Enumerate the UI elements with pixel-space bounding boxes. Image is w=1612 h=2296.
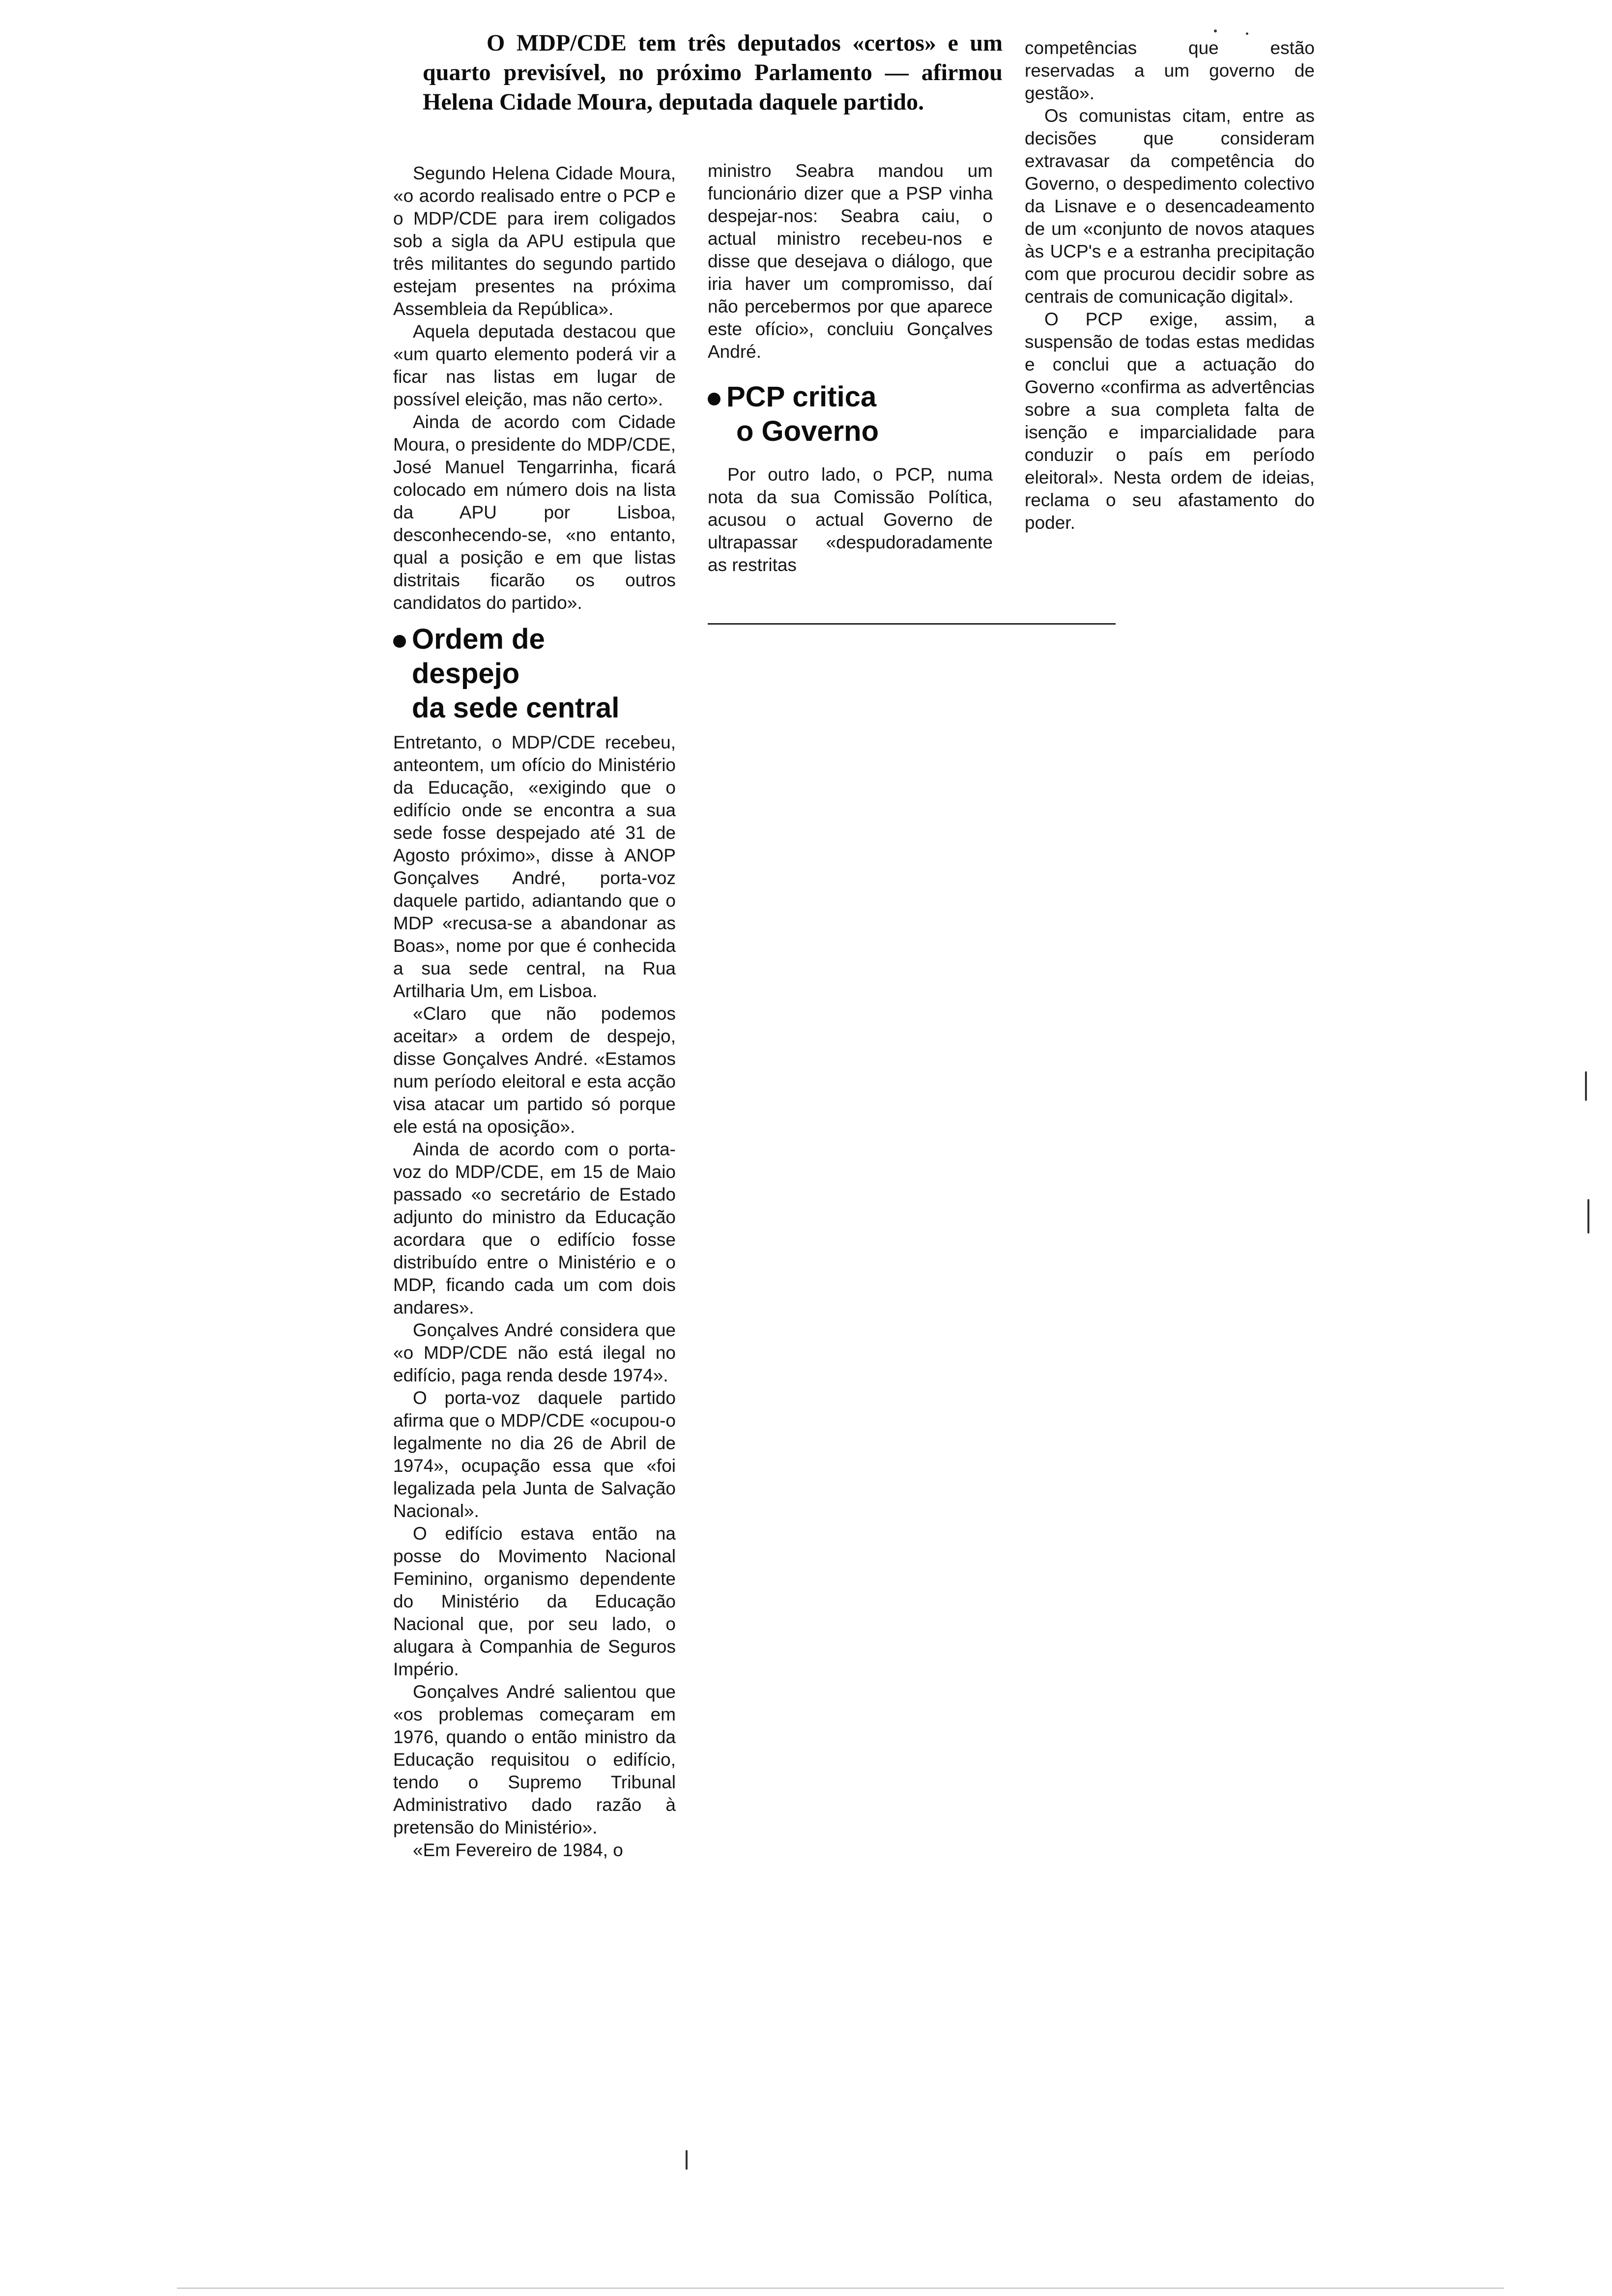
scan-bottom-edge — [177, 2288, 1504, 2289]
article-paragraph: O edifício estava então na posse do Movimento Nacional Feminino, organismo dependente do Ministério da Educação Nacional que, por seu lado, o alugara à Companhia de Seguros Império. — [393, 1523, 676, 1679]
scan-speck — [1246, 32, 1248, 35]
article-paragraph: O porta-voz daquele partido afirma que o MDP/CDE «ocupou-o legalmente no dia 26 de Abril de 1974», ocupação essa que «foi legalizada pela Junta de Salvação Nacional». — [393, 1388, 676, 1521]
article-paragraph: Entretanto, o MDP/CDE recebeu, anteontem, um ofício do Ministério da Educação, «exigindo que o edifício onde se encontra a sua sede fosse despejado até 31 de Agosto próximo», disse à ANOP Gonçalves André, porta-voz daquele partido, adiantando que o MDP «recusa-se a abandonar as Boas», nome por que é conhecida a sua sede central, na Rua Artilharia Um, em Lisboa. — [393, 732, 676, 1001]
subheading-line: Ordem de — [412, 623, 545, 655]
column-2-paragraphs — [708, 160, 993, 363]
subheading-line: despejo — [412, 658, 520, 689]
bullet-icon — [393, 635, 406, 648]
article-paragraph: competências que estão reservadas a um governo de gestão». — [1025, 38, 1315, 103]
scan-speck — [1587, 1199, 1589, 1234]
article-column-2 — [708, 160, 993, 576]
subheading-line: o Governo — [736, 415, 879, 447]
article-paragraph: Por outro lado, o PCP, numa nota da sua Comissão Política, acusou o actual Governo de ultrapassar «despudoradamente as restritas — [708, 464, 993, 575]
column-2b-paragraphs — [708, 463, 993, 576]
subheading-line: da sede central — [412, 692, 620, 724]
article-paragraph: Ainda de acordo com Cidade Moura, o presidente do MDP/CDE, José Manuel Tengarrinha, ficará colocado em número dois na lista da APU por Lisboa, desconhecendo-se, «no entanto, qual a posição e em que listas distritais ficarão os outros candidatos do partido». — [393, 412, 676, 613]
article-column-3 — [1025, 37, 1315, 534]
subheading-line: PCP critica — [726, 381, 877, 413]
article-paragraph: Ainda de acordo com o porta-voz do MDP/CDE, em 15 de Maio passado «o secretário de Estado adjunto do ministro da Educação acordara que o edifício fosse distribuído entre o Ministério e o MDP, ficando cada um com dois andares». — [393, 1139, 676, 1318]
article-paragraph: Aquela deputada destacou que «um quarto elemento poderá vir a ficar nas listas em lugar de possível eleição, mas não certo». — [393, 321, 676, 409]
article-paragraph: O PCP exige, assim, a suspensão de todas estas medidas e conclui que a actuação do Governo «confirma as advertências sobre a sua completa falta de isenção e imparcialidade para conduzir o país em período eleitoral». Nesta ordem de ideias, reclama o seu afastamento do poder. — [1025, 309, 1315, 533]
article-paragraph: Os comunistas citam, entre as decisões que consideram extravasar da competência do Governo, o despedimento colectivo da Lisnave e o desencadeamento de um «conjunto de novos ataques às UCP's e a estranha precipitação com que procurou decidir sobre as centrais de comunicação digital». — [1025, 106, 1315, 307]
article-paragraph: «Claro que não podemos aceitar» a ordem de despejo, disse Gonçalves André. «Estamos num período eleitoral e esta acção visa atacar um partido só porque ele está na oposição». — [393, 1004, 676, 1137]
scan-speck — [686, 2150, 688, 2170]
article-paragraph: Gonçalves André salientou que «os problemas começaram em 1976, quando o então ministro da Educação requisitou o edifício, tendo o Supremo Tribunal Administrativo dado razão à pretensão do Ministério». — [393, 1682, 676, 1837]
column-1-paragraphs — [393, 162, 676, 614]
article-paragraph: Gonçalves André considera que «o MDP/CDE não está ilegal no edifício, paga renda desde 1974». — [393, 1320, 676, 1385]
article-paragraph: «Em Fevereiro de 1984, o — [413, 1840, 623, 1860]
article-paragraph: ministro Seabra mandou um funcionário dizer que a PSP vinha despejar-nos: Seabra caiu, o actual ministro recebeu-nos e disse que desejava o diálogo, que iria haver um compromisso, daí não percebermos por que aparece este ofício», concluiu Gonçalves André. — [708, 161, 993, 362]
article-lead: O MDP/CDE tem três deputados «certos» e um quarto previsível, no próximo Parlamento — afirmou Helena Cidade Moura, deputada daquele partido. — [423, 30, 1003, 115]
subheading-ordem-de-despejo — [393, 622, 676, 725]
scan-speck — [1585, 1071, 1587, 1101]
scan-speck — [1214, 29, 1217, 32]
bullet-icon — [708, 393, 720, 405]
subheading-pcp-critica — [708, 380, 993, 449]
article-end-rule — [708, 623, 1116, 625]
column-1b-paragraphs — [393, 731, 676, 1862]
article-column-1 — [393, 162, 676, 1862]
article-paragraph: Segundo Helena Cidade Moura, «o acordo realisado entre o PCP e o MDP/CDE para irem coligados sob a sigla da APU estipula que três militantes do segundo partido estejam presentes na próxima Assembleia da República». — [393, 163, 676, 319]
